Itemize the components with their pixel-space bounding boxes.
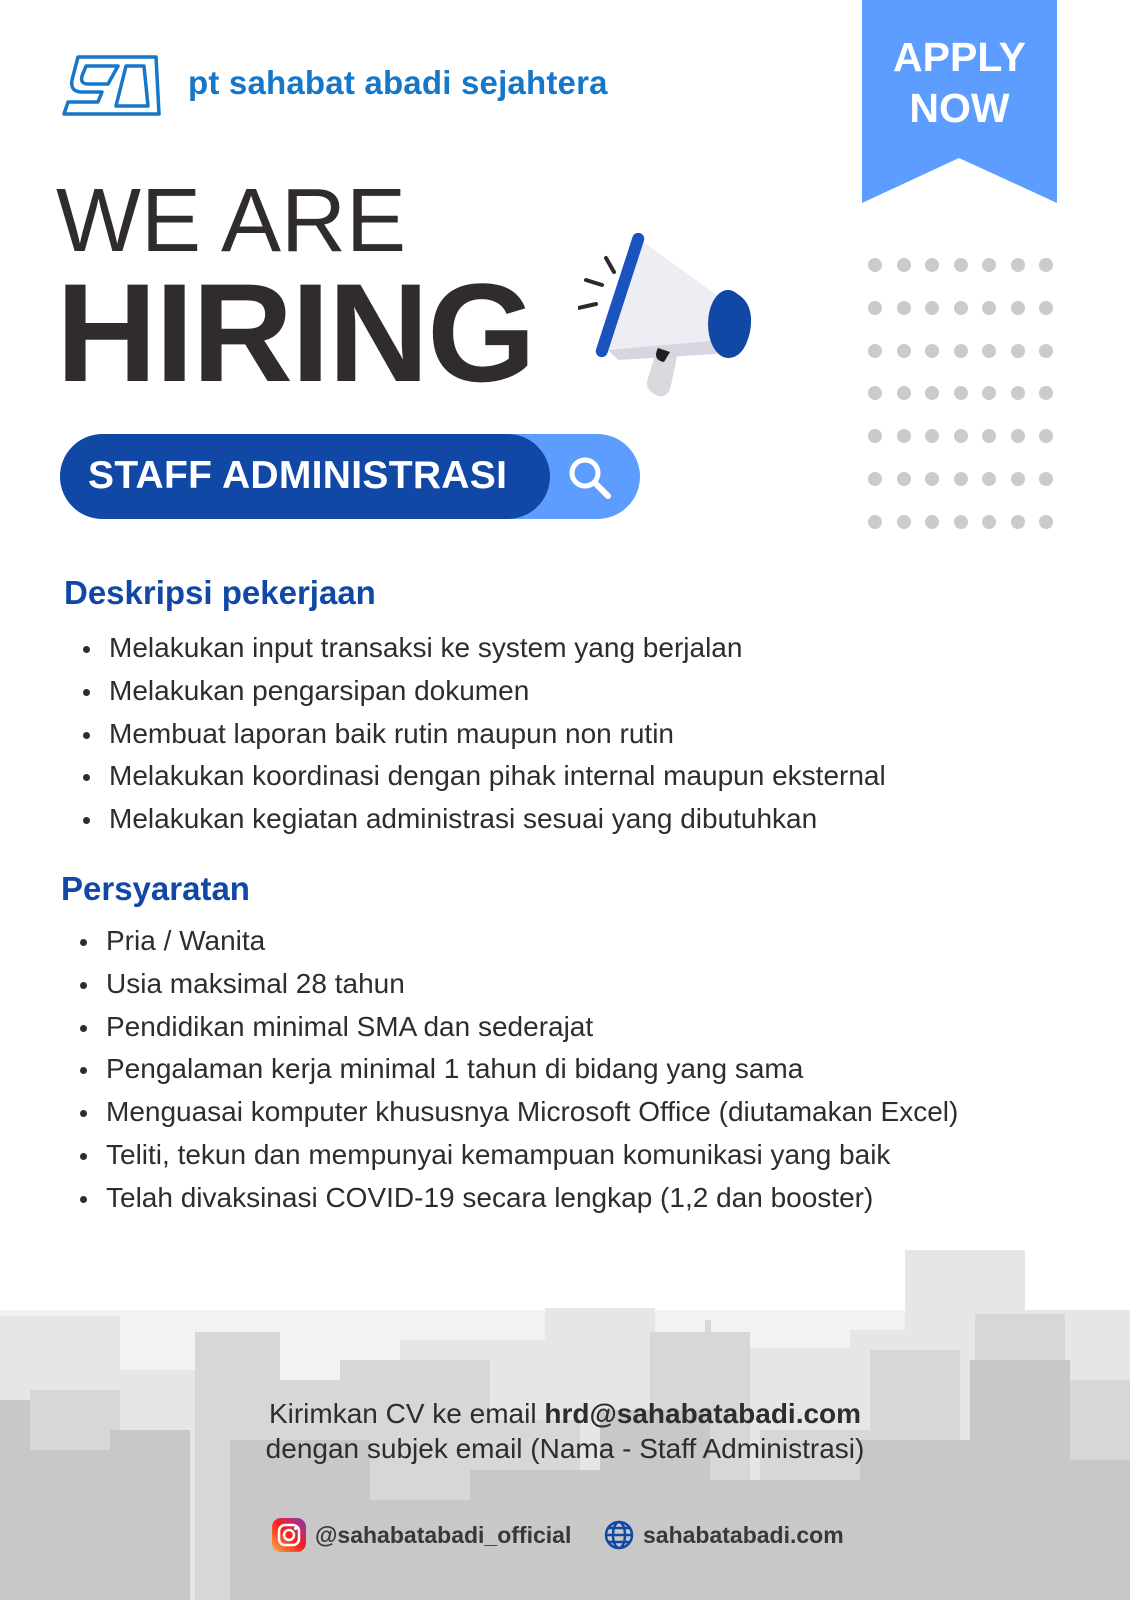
- decorative-dot: [1039, 301, 1053, 315]
- website-url: sahabatabadi.com: [643, 1521, 844, 1548]
- hero-line-hiring: HIRING: [56, 254, 534, 411]
- decorative-dot: [925, 386, 939, 400]
- position-title: STAFF ADMINISTRASI: [88, 454, 508, 497]
- website-contact[interactable]: [603, 1517, 844, 1553]
- decorative-dot: [868, 344, 882, 358]
- decorative-dot: [897, 386, 911, 400]
- decorative-dot: [925, 515, 939, 529]
- requirements-list: [106, 920, 958, 1220]
- job-description-item: Melakukan koordinasi dengan pihak internal maupun eksternal: [109, 755, 886, 798]
- decorative-dot: [1039, 515, 1053, 529]
- apply-now-label[interactable]: [862, 32, 1057, 134]
- decorative-dot: [868, 429, 882, 443]
- decorative-dot: [1011, 344, 1025, 358]
- decorative-dot: [982, 429, 996, 443]
- decorative-dot: [897, 258, 911, 272]
- job-description-item: Melakukan kegiatan administrasi sesuai yang dibutuhkan: [109, 798, 886, 841]
- job-description-list: [109, 627, 886, 841]
- decorative-dot: [1039, 429, 1053, 443]
- requirement-item: Usia maksimal 28 tahun: [106, 963, 958, 1006]
- decorative-dot: [1011, 515, 1025, 529]
- decorative-dot-grid: [868, 258, 1058, 528]
- decorative-dot: [982, 515, 996, 529]
- cta-subject-line: dengan subjek email (Nama - Staff Administrasi): [265, 1433, 865, 1464]
- job-description-item: Membuat laporan baik rutin maupun non rutin: [109, 713, 886, 756]
- decorative-dot: [897, 344, 911, 358]
- decorative-dot: [982, 344, 996, 358]
- decorative-dot: [954, 301, 968, 315]
- cta-email-address[interactable]: hrd@sahabatabadi.com: [544, 1398, 862, 1429]
- instagram-icon: [271, 1517, 307, 1553]
- decorative-dot: [1011, 386, 1025, 400]
- decorative-dot: [1039, 386, 1053, 400]
- decorative-dot: [954, 386, 968, 400]
- decorative-dot: [925, 344, 939, 358]
- instagram-handle: @sahabatabadi_official: [315, 1521, 572, 1548]
- decorative-dot: [868, 258, 882, 272]
- requirement-item: Pria / Wanita: [106, 920, 958, 963]
- decorative-dot: [868, 386, 882, 400]
- decorative-dot: [954, 258, 968, 272]
- decorative-dot: [897, 472, 911, 486]
- decorative-dot: [1039, 344, 1053, 358]
- job-description-item: Melakukan pengarsipan dokumen: [109, 670, 886, 713]
- decorative-dot: [1039, 258, 1053, 272]
- cta-email-prefix: Kirimkan CV ke email: [268, 1398, 545, 1429]
- job-description-heading: Deskripsi pekerjaan: [64, 574, 376, 611]
- decorative-dot: [925, 472, 939, 486]
- decorative-dot: [925, 429, 939, 443]
- decorative-dot: [954, 344, 968, 358]
- globe-icon: [603, 1519, 635, 1551]
- requirement-item: Menguasai komputer khususnya Microsoft Office (diutamakan Excel): [106, 1091, 958, 1134]
- hero-line-we-are: WE ARE: [56, 171, 407, 271]
- decorative-dot: [982, 301, 996, 315]
- decorative-dot: [982, 386, 996, 400]
- search-icon[interactable]: [566, 454, 612, 500]
- requirements-heading: Persyaratan: [61, 870, 250, 907]
- decorative-dot: [897, 301, 911, 315]
- decorative-dot: [1011, 301, 1025, 315]
- decorative-dot: [1011, 258, 1025, 272]
- decorative-dot: [1011, 429, 1025, 443]
- decorative-dot: [1011, 472, 1025, 486]
- requirement-item: Pengalaman kerja minimal 1 tahun di bidang yang sama: [106, 1048, 958, 1091]
- requirement-item: Teliti, tekun dan mempunyai kemampuan komunikasi yang baik: [106, 1134, 958, 1177]
- decorative-dot: [925, 258, 939, 272]
- decorative-dot: [897, 515, 911, 529]
- megaphone-icon: [578, 228, 768, 408]
- apply-now-line1: APPLY: [893, 34, 1026, 80]
- decorative-dot: [925, 301, 939, 315]
- decorative-dot: [954, 515, 968, 529]
- requirement-item: Telah divaksinasi COVID-19 secara lengkap (1,2 dan booster): [106, 1177, 958, 1220]
- job-description-item: Melakukan input transaksi ke system yang berjalan: [109, 627, 886, 670]
- cta-email-line: [0, 1398, 1130, 1430]
- decorative-dot: [868, 472, 882, 486]
- decorative-dot: [868, 301, 882, 315]
- decorative-dot: [1039, 472, 1053, 486]
- decorative-dot: [897, 429, 911, 443]
- company-name: pt sahabat abadi sejahtera: [188, 64, 608, 101]
- decorative-dot: [982, 258, 996, 272]
- decorative-dot: [868, 515, 882, 529]
- instagram-contact[interactable]: [271, 1517, 571, 1553]
- apply-now-line2: NOW: [909, 85, 1010, 131]
- decorative-dot: [982, 472, 996, 486]
- decorative-dot: [954, 472, 968, 486]
- company-logo-icon: [60, 54, 162, 118]
- requirement-item: Pendidikan minimal SMA dan sederajat: [106, 1006, 958, 1049]
- position-search-bar[interactable]: [60, 434, 640, 519]
- decorative-dot: [954, 429, 968, 443]
